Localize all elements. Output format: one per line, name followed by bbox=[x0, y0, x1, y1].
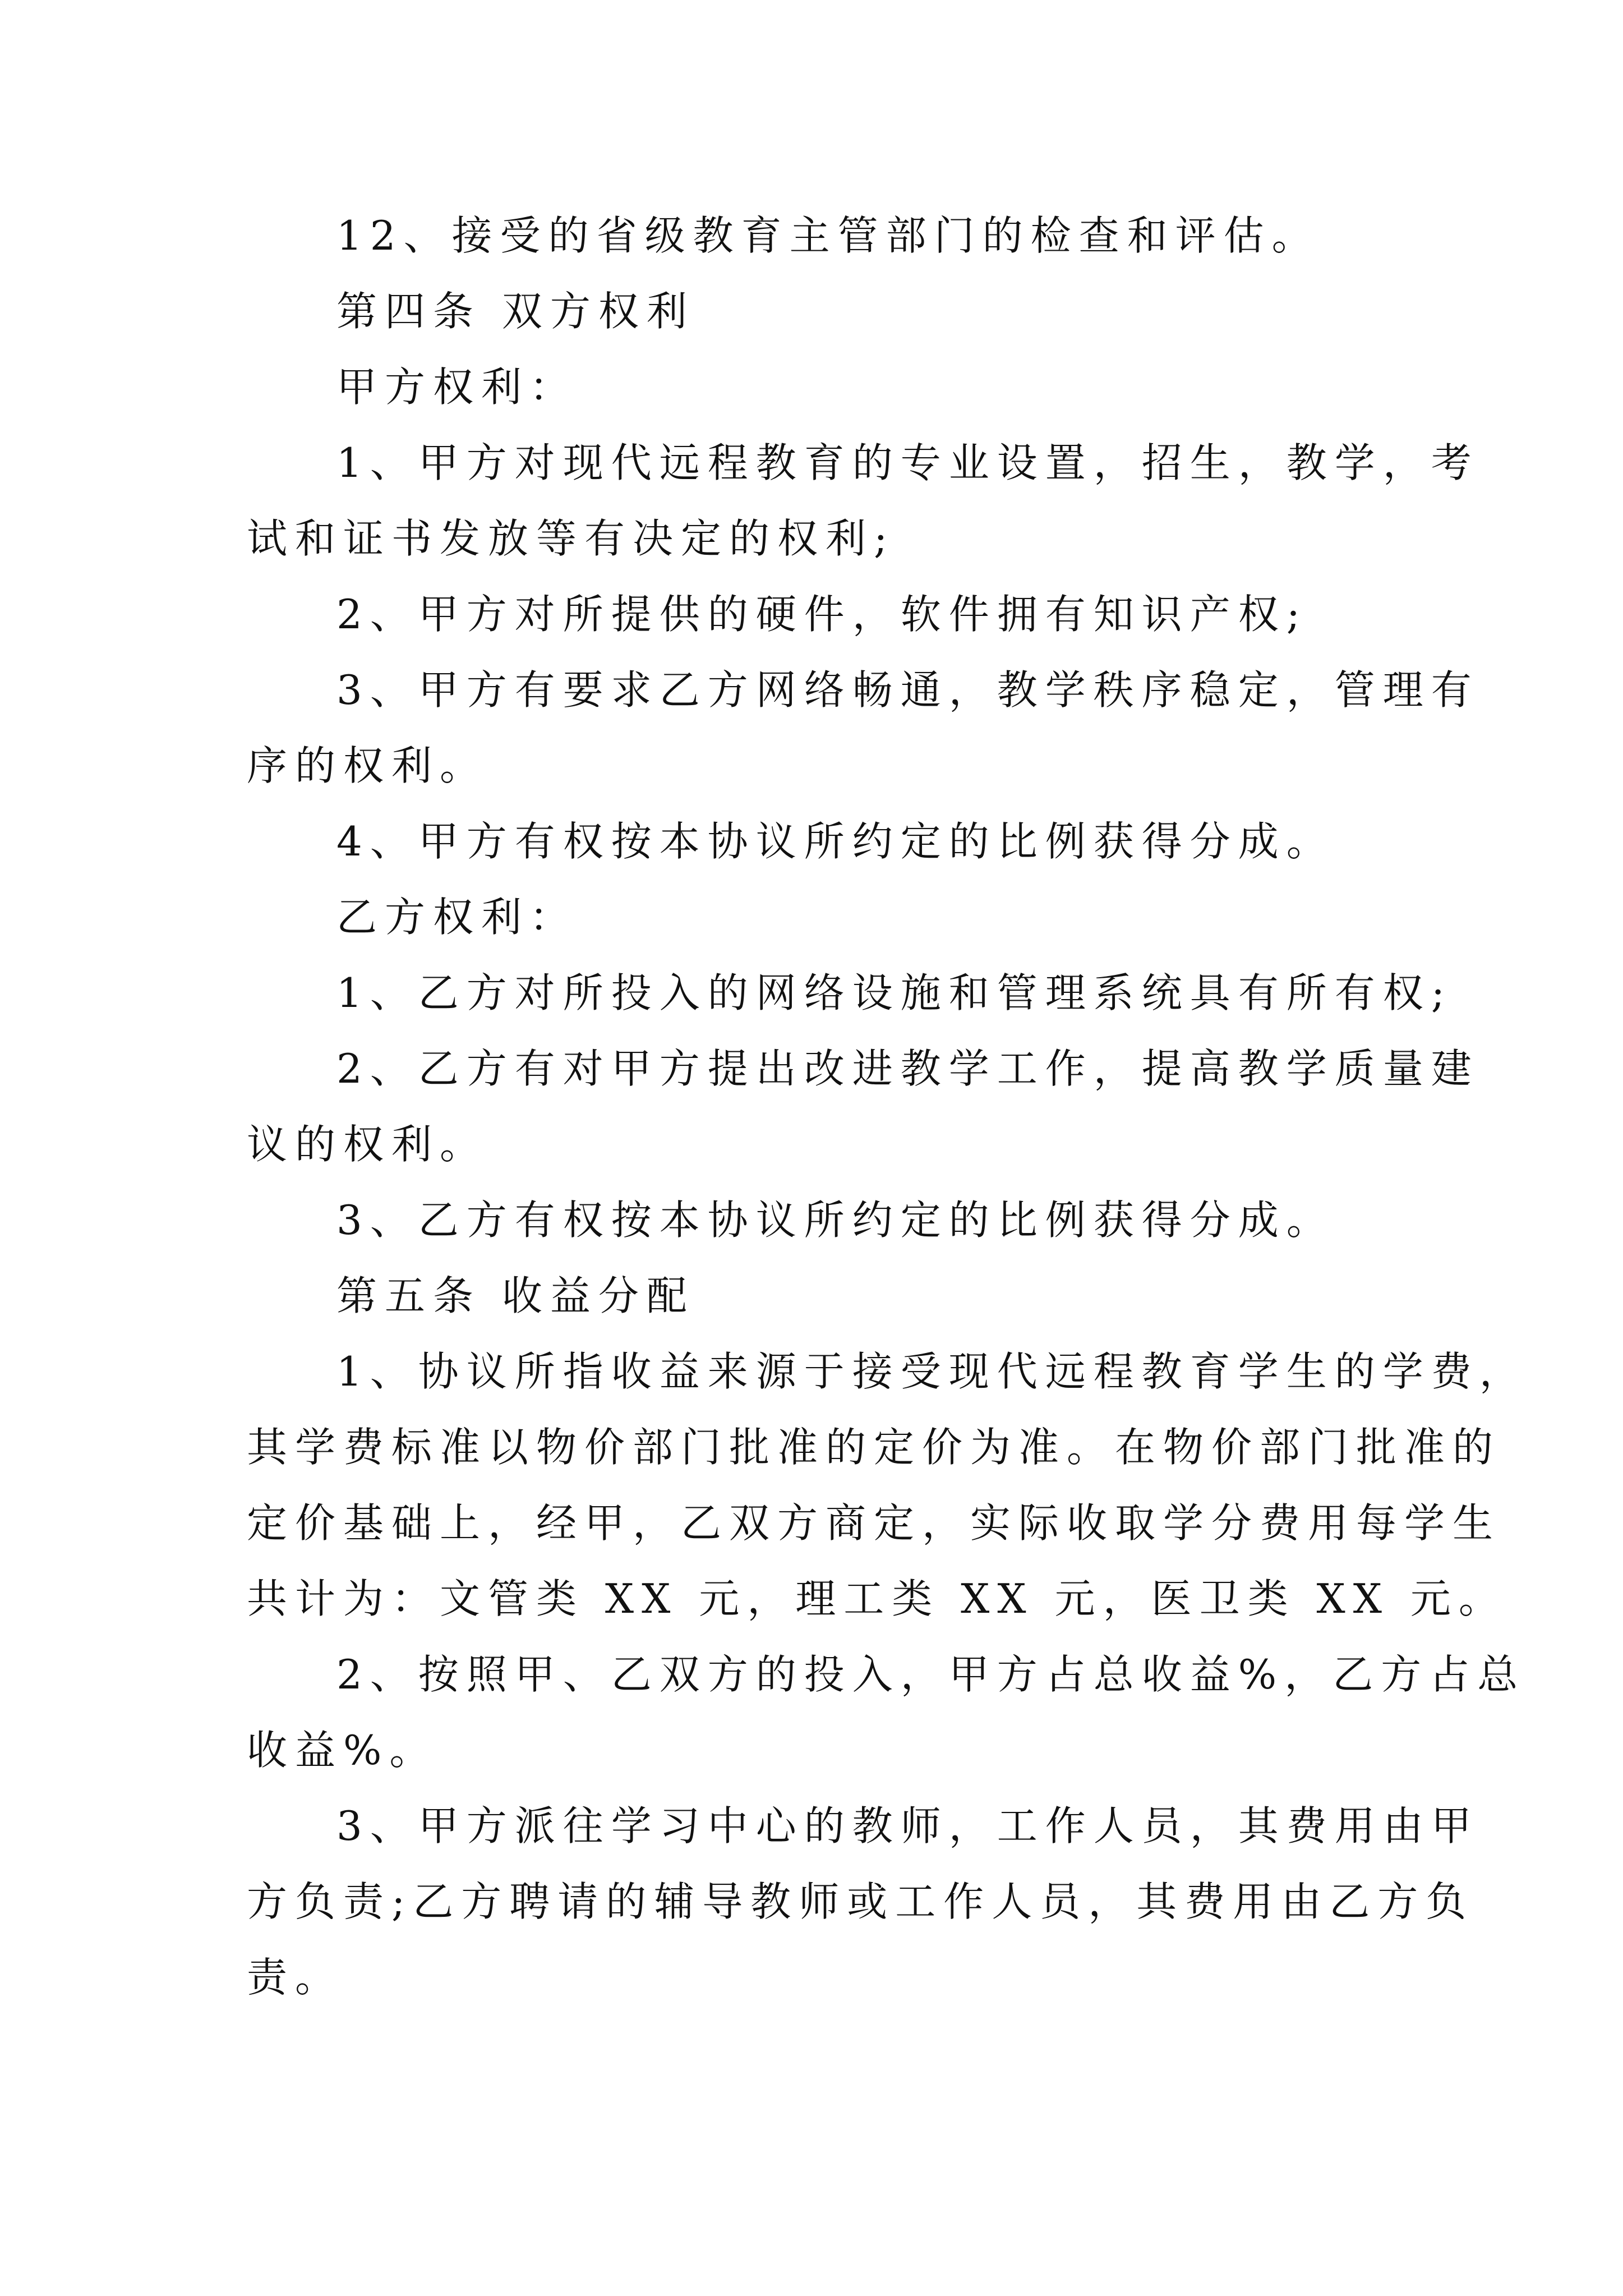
subsection-heading: 甲方权利： bbox=[336, 364, 578, 411]
text-line: 3、甲方有要求乙方网络畅通，教学秩序稳定，管理有 bbox=[336, 666, 1479, 714]
text-line: 定价基础上，经甲，乙双方商定，实际收取学分费用每学生 bbox=[247, 1499, 1501, 1547]
text-line: 3、乙方有权按本协议所约定的比例获得分成。 bbox=[336, 1197, 1335, 1244]
text-line: 2、甲方对所提供的硬件，软件拥有知识产权; bbox=[336, 591, 1308, 638]
section-heading: 第五条 收益分配 bbox=[336, 1272, 695, 1319]
text-line: 责。 bbox=[247, 1954, 344, 2001]
text-line: 1、乙方对所投入的网络设施和管理系统具有所有权; bbox=[336, 969, 1453, 1016]
text-line: 4、甲方有权按本协议所约定的比例获得分成。 bbox=[336, 818, 1335, 865]
text-line: 1、协议所指收益来源于接受现代远程教育学生的学费， bbox=[336, 1348, 1528, 1395]
text-line: 收益%。 bbox=[247, 1727, 438, 1774]
text-line: 议的权利。 bbox=[247, 1121, 488, 1168]
text-line: 2、按照甲、乙双方的投入，甲方占总收益%，乙方占总 bbox=[336, 1651, 1526, 1698]
text-line: 试和证书发放等有决定的权利; bbox=[247, 515, 896, 562]
text-line: 12、接受的省级教育主管部门的检查和评估。 bbox=[336, 212, 1320, 259]
text-line: 1、甲方对现代远程教育的专业设置，招生，教学，考 bbox=[336, 439, 1479, 486]
text-line: 3、甲方派往学习中心的教师，工作人员，其费用由甲 bbox=[336, 1802, 1479, 1849]
section-heading: 第四条 双方权利 bbox=[336, 288, 695, 335]
text-line: 其学费标准以物价部门批准的定价为准。在物价部门批准的 bbox=[247, 1424, 1501, 1471]
text-line: 共计为：文管类 XX 元，理工类 XX 元，医卫类 XX 元。 bbox=[247, 1575, 1507, 1622]
text-line: 序的权利。 bbox=[247, 742, 488, 789]
subsection-heading: 乙方权利： bbox=[336, 894, 578, 941]
text-line: 2、乙方有对甲方提出改进教学工作，提高教学质量建 bbox=[336, 1045, 1479, 1092]
text-line: 方负责;乙方聘请的辅导教师或工作人员，其费用由乙方负 bbox=[247, 1878, 1474, 1925]
